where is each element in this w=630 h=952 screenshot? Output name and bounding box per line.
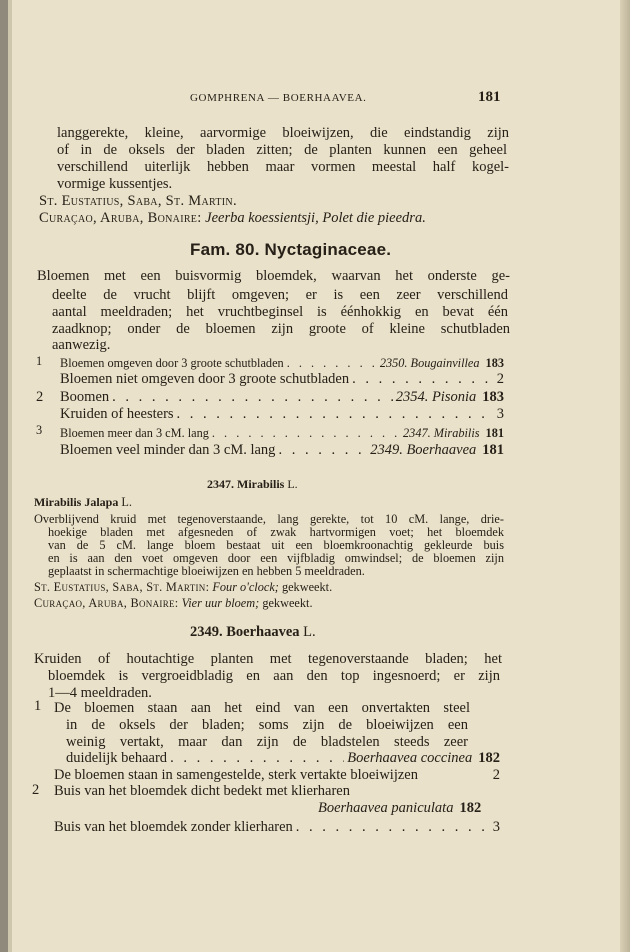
mirabilis-desc-3: van de 5 cM. lange bloem bestaat uit een bloemkroonachtig gekleurde buis [48,538,504,552]
mirabilis-dist-places: St. Eustatius, Saba, St. Martin: [34,580,210,594]
bkey-2b-text: Buis van het bloemdek zonder klierharen [54,819,293,835]
book-gutter [8,0,12,952]
key1-row-5 [60,426,504,441]
bkey-1-ref: 182 [478,750,500,766]
mirabilis-dist-tail: gekweekt. [281,580,333,594]
vernacular-names: Jeerba koessientsji, Polet die pieedra. [205,210,426,226]
bkey-1-line-2: in de oksels der bladen; soms zijn de bloeiwijzen een [66,717,468,733]
key1-num-1: 1 [36,354,43,368]
mirabilis-vern-places: Curaçao, Aruba, Bonaire: [34,596,179,610]
mirabilis-distribution [34,580,332,595]
intro-line-2: of in de oksels der bladen zitten; de planten kunnen een geheel [57,142,507,158]
key1-row-3 [60,389,504,406]
key1-row-1-target: 2350. Bougainvillea [379,356,480,370]
key1-row-2 [60,371,504,388]
mirabilis-heading [207,477,298,492]
bkey-2-text: Buis van het bloemdek dicht bedekt met klierharen [54,783,350,799]
key1-row-1 [60,356,504,371]
key1-row-1-text: Bloemen omgeven door 3 groote schutbladen [60,356,284,370]
key1-row-6-target: 2349. Boerhaavea [370,442,477,458]
key1-row-6-text: Bloemen veel minder dan 3 cM. lang [60,442,276,458]
key1-row-2-text: Bloemen niet omgeven door 3 groote schutbladen [60,371,350,387]
mirabilis-species-author: L. [121,495,133,509]
bkey-2-tail [318,800,481,817]
key1-num-3: 3 [36,423,43,437]
boerhaavea-heading-num: 2349. [190,624,223,640]
bkey-1-target: Boerhaavea coccinea [347,750,473,766]
bkey-2b [54,819,500,836]
bkey-1-last [66,750,500,767]
mirabilis-heading-num: 2347. [207,477,234,491]
key1-row-4 [60,406,504,423]
key1-row-5-ref: 181 [485,426,504,440]
bkey-1-line-3: weinig vertakt, maar dan zijn de bladstelen steeds zeer [66,734,468,750]
mirabilis-heading-author: L. [287,477,298,491]
key1-row-4-text: Kruiden of heesters [60,406,174,422]
key1-row-3-target: 2354. Pisonia [395,389,477,405]
bkey-1b [54,767,500,784]
running-title: GOMPHRENA — BOERHAAVEA. [190,92,367,104]
key1-row-6-ref: 181 [482,442,504,458]
mirabilis-dist-name: Four o'clock; [212,580,279,594]
bkey-1b-ref: 2 [492,767,500,783]
key1-row-1-ref: 183 [485,356,504,370]
key1-num-2: 2 [36,389,44,405]
key1-row-5-target: 2347. Mirabilis [403,426,480,440]
bkey-1-line-1: De bloemen staan aan het eind van een onvertakten steel [54,700,470,716]
mirabilis-heading-name: Mirabilis [237,477,285,491]
bkey-num-2: 2 [32,782,40,798]
mirabilis-desc-4: en is aan den voet omgeven door een vijfbladig omwindsel; de bloemen zijn [48,551,504,565]
key1-row-4-ref: 3 [496,406,504,422]
bkey-1b-text: De bloemen staan in samengestelde, sterk vertakte bloeiwijzen [54,767,418,783]
boerhaavea-heading-author: L. [303,624,316,640]
bkey-1-last-text: duidelijk behaard [66,750,168,766]
vernacular-line [39,210,426,227]
mirabilis-species-name: Mirabilis Jalapa [34,495,119,509]
boerhaavea-heading [190,624,316,641]
bkey-num-1: 1 [34,698,42,714]
key1-row-5-text: Bloemen meer dan 3 cM. lang [60,426,209,440]
bkey-2b-ref: 3 [492,819,500,835]
key1-row-3-text: Boomen [60,389,110,405]
key1-row-2-ref: 2 [496,371,504,387]
intro-line-3: verschillend uiterlijk hebben maar vormen meestal half kogel- [57,159,509,175]
boerhaavea-heading-name: Boerhaavea [226,624,300,640]
family-desc-line-2: deelte de vrucht blijft omgeven; er is een zeer verschillend [52,287,508,303]
intro-line-4: vormige kussentjes. [57,176,173,192]
mirabilis-species [34,495,132,510]
boerhaavea-desc-1: Kruiden of houtachtige planten met tegenoverstaande bladen; het [34,651,502,667]
mirabilis-desc-1: Overblijvend kruid met tegenoverstaande, lang gerekte, tot 10 cM. lange, drie- [34,512,504,526]
boerhaavea-desc-3: 1—4 meeldraden. [48,685,152,701]
mirabilis-vern-tail: gekweekt. [262,596,313,610]
boerhaavea-desc-2: bloemdek is vergroeidbladig en aan den top ingesnoerd; er zijn [48,668,500,684]
mirabilis-vernacular [34,596,313,611]
family-desc-line-4: zaadknop; onder de bloemen zijn groote of kleine schutbladen [52,321,510,337]
book-spine [0,0,8,952]
family-desc-line-3: aantal meeldraden; het vruchtbeginsel is éénhokkig en bevat één [52,304,508,320]
bkey-2-ref: 182 [459,800,482,816]
family-heading: Fam. 80. Nyctaginaceae. [190,240,392,259]
distribution-line: St. Eustatius, Saba, St. Martin. [39,193,237,209]
page-number: 181 [478,89,501,105]
mirabilis-vern-name: Vier uur bloem; [181,596,260,610]
mirabilis-desc-5: geplaatst in schermachtige bloeiwijzen en hebben 5 meeldraden. [48,564,365,578]
bkey-2-target: Boerhaavea paniculata [318,800,454,816]
key1-row-3-ref: 183 [482,389,504,405]
page-edge [620,0,630,952]
intro-line-1: langgerekte, kleine, aarvormige bloeiwijzen, die eindstandig zijn [57,125,509,141]
vernacular-places: Curaçao, Aruba, Bonaire: [39,210,202,226]
mirabilis-desc-2: hoekige bladen met afgesneden of zwak hartvormigen voet; het bloemdek [48,525,504,539]
family-desc-line-5: aanwezig. [52,337,111,353]
family-desc-line-1: Bloemen met een buisvormig bloemdek, waarvan het onderste ge- [37,268,510,284]
key1-row-6 [60,442,504,459]
